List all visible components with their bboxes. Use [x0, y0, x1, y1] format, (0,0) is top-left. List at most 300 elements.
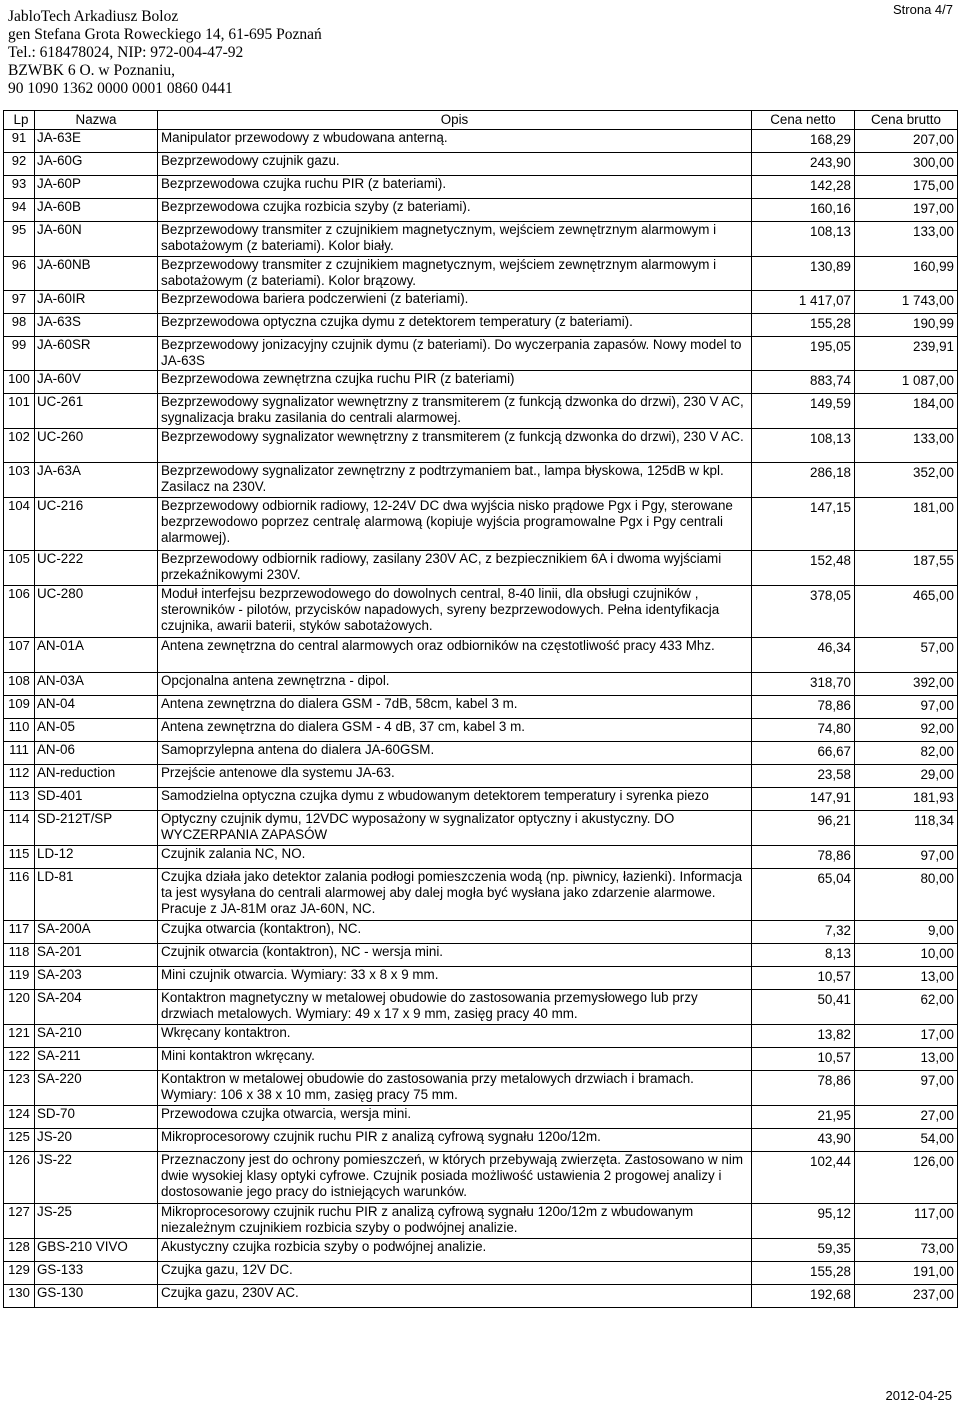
cell-gross-price	[855, 1152, 958, 1204]
cell-net-price	[752, 586, 855, 638]
cell-net-price-text: 95,12	[817, 1206, 851, 1221]
cell-net-price-text: 152,48	[810, 553, 851, 568]
cell-net-price-text: 883,74	[810, 373, 851, 388]
cell-lp	[4, 314, 35, 337]
cell-gross-price-text: 29,00	[920, 767, 954, 782]
cell-name-text: GS-130	[37, 1285, 84, 1300]
cell-lp-text: 128	[8, 1239, 30, 1254]
cell-description-text: Samoprzylepna antena do dialera JA-60GSM.	[161, 742, 435, 757]
cell-name	[35, 1285, 158, 1308]
cell-gross-price	[855, 967, 958, 990]
cell-gross-price-text: 207,00	[913, 132, 954, 147]
cell-name-text: JA-63E	[37, 130, 81, 145]
cell-description-text: Bezprzewodowa zewnętrzna czujka ruchu PIR (z bateriami)	[161, 371, 515, 386]
cell-gross-price-text: 300,00	[913, 155, 954, 170]
cell-gross-price	[855, 1285, 958, 1308]
cell-description-text: Bezprzewodowy odbiornik radiowy, zasilany 230V AC, z bezpiecznikiem 6A i dwoma wyjściami przekaźnikowymi 230V.	[161, 551, 722, 582]
cell-net-price	[752, 498, 855, 551]
cell-lp-text: 112	[8, 765, 30, 780]
cell-gross-price	[855, 199, 958, 222]
cell-name	[35, 463, 158, 498]
cell-name	[35, 846, 158, 869]
company-bank: BZWBK 6 O. w Poznaniu,	[8, 62, 176, 79]
table-row	[4, 176, 958, 199]
cell-name-text: JA-60B	[37, 199, 81, 214]
column-header-description: Opis	[158, 111, 752, 130]
cell-gross-price-text: 181,00	[913, 500, 954, 515]
table-row	[4, 638, 958, 673]
cell-lp-text: 100	[8, 371, 30, 386]
cell-name-text: GBS-210 VIVO	[37, 1239, 128, 1254]
table-row	[4, 199, 958, 222]
cell-net-price	[752, 967, 855, 990]
table-row	[4, 1152, 958, 1204]
table-row	[4, 944, 958, 967]
table-row	[4, 153, 958, 176]
cell-lp-text: 118	[8, 944, 30, 959]
cell-description-text: Czujka otwarcia (kontaktron), NC.	[161, 921, 362, 936]
cell-lp-text: 120	[8, 990, 30, 1005]
cell-net-price-text: 46,34	[817, 640, 851, 655]
cell-name-text: SA-204	[37, 990, 82, 1005]
cell-name	[35, 1262, 158, 1285]
cell-gross-price-text: 352,00	[913, 465, 954, 480]
cell-net-price	[752, 811, 855, 846]
cell-lp	[4, 944, 35, 967]
table-row	[4, 1239, 958, 1262]
cell-name	[35, 869, 158, 921]
cell-gross-price-text: 117,00	[914, 1206, 954, 1221]
cell-lp	[4, 394, 35, 429]
cell-description	[158, 638, 752, 673]
print-date: 2012-04-25	[885, 1388, 952, 1403]
table-row	[4, 337, 958, 371]
cell-gross-price	[855, 222, 958, 257]
cell-lp	[4, 788, 35, 811]
cell-description	[158, 944, 752, 967]
cell-net-price-text: 149,59	[810, 396, 851, 411]
cell-net-price-text: 168,29	[810, 132, 851, 147]
cell-net-price-text: 74,80	[817, 721, 851, 736]
cell-lp	[4, 1025, 35, 1048]
price-table	[3, 110, 958, 1308]
cell-description	[158, 394, 752, 429]
table-row	[4, 314, 958, 337]
cell-net-price-text: 142,28	[810, 178, 851, 193]
cell-lp	[4, 869, 35, 921]
table-row	[4, 1025, 958, 1048]
table-body	[4, 130, 958, 1308]
cell-description	[158, 371, 752, 394]
cell-name-text: LD-81	[37, 869, 74, 884]
cell-description	[158, 869, 752, 921]
cell-lp-text: 116	[8, 869, 30, 884]
cell-gross-price	[855, 291, 958, 314]
company-address: gen Stefana Grota Roweckiego 14, 61-695 Poznań	[8, 26, 322, 43]
cell-lp	[4, 638, 35, 673]
cell-gross-price-text: 187,55	[913, 553, 954, 568]
cell-gross-price-text: 54,00	[920, 1131, 954, 1146]
cell-lp	[4, 765, 35, 788]
cell-gross-price	[855, 153, 958, 176]
cell-lp-text: 127	[8, 1204, 30, 1219]
table-row	[4, 811, 958, 846]
cell-description-text: Bezprzewodowa bariera podczerwieni (z bateriami).	[161, 291, 469, 306]
cell-lp-text: 123	[8, 1071, 30, 1086]
cell-gross-price-text: 190,99	[913, 316, 954, 331]
cell-name-text: JA-60IR	[37, 291, 86, 306]
cell-lp	[4, 742, 35, 765]
cell-lp	[4, 1204, 35, 1239]
cell-description	[158, 176, 752, 199]
cell-net-price-text: 10,57	[817, 969, 851, 984]
cell-name	[35, 742, 158, 765]
cell-description-text: Mikroprocesorowy czujnik ruchu PIR z analizą cyfrową sygnału 120o/12m.	[161, 1129, 601, 1144]
cell-net-price	[752, 742, 855, 765]
cell-name	[35, 429, 158, 463]
cell-name-text: SD-70	[37, 1106, 75, 1121]
column-header-lp: Lp	[4, 111, 35, 130]
cell-net-price-text: 286,18	[810, 465, 851, 480]
cell-gross-price-text: 27,00	[920, 1108, 954, 1123]
column-header-name: Nazwa	[35, 111, 158, 130]
cell-name	[35, 314, 158, 337]
cell-net-price-text: 147,15	[810, 500, 851, 515]
cell-description-text: Bezprzewodowy czujnik gazu.	[161, 153, 340, 168]
cell-lp	[4, 1106, 35, 1129]
table-row	[4, 869, 958, 921]
cell-lp	[4, 1048, 35, 1071]
cell-net-price	[752, 1262, 855, 1285]
cell-name-text: SA-203	[37, 967, 82, 982]
cell-description-text: Wkręcany kontaktron.	[161, 1025, 291, 1040]
cell-description	[158, 463, 752, 498]
cell-gross-price-text: 118,34	[914, 813, 954, 828]
page-number: Strona 4/7	[893, 2, 953, 17]
cell-description-text: Przeznaczony jest do ochrony pomieszczeń, w których przebywają zwierzęta. Zastosowano w nim dwie wysokiej klasy optyki cyfrowe. Czujnik posiada możliwość ustawienia 2 progowej analizy i dostosowanie jego pracy do istniejących warunków.	[161, 1152, 743, 1199]
cell-name-text: SA-200A	[37, 921, 91, 936]
cell-net-price	[752, 1106, 855, 1129]
cell-net-price	[752, 153, 855, 176]
cell-name	[35, 1071, 158, 1106]
cell-lp-text: 99	[11, 337, 27, 352]
cell-description	[158, 1152, 752, 1204]
cell-description-text: Kontaktron magnetyczny w metalowej obudowie do zastosowania przemysłowego lub przy drzwiach metalowych. Wymiary: 49 x 17 x 9 mm, zasięg pracy 40 mm.	[161, 990, 698, 1021]
cell-net-price	[752, 1285, 855, 1308]
cell-description	[158, 337, 752, 371]
cell-description-text: Bezprzewodowy transmiter z czujnikiem magnetycznym, wejściem zewnętrznym alarmowym i sabotażowym (z bateriami). Kolor biały.	[161, 222, 717, 253]
cell-name	[35, 586, 158, 638]
cell-name-text: AN-06	[37, 742, 75, 757]
cell-description	[158, 1048, 752, 1071]
cell-net-price-text: 318,70	[810, 675, 851, 690]
cell-net-price-text: 65,04	[817, 871, 851, 886]
cell-name-text: UC-260	[37, 429, 84, 444]
cell-name	[35, 394, 158, 429]
cell-name-text: JA-60N	[37, 222, 82, 237]
cell-name-text: SA-211	[37, 1048, 81, 1063]
cell-description-text: Mikroprocesorowy czujnik ruchu PIR z analizą cyfrową sygnału 120o/12m z wbudowanym niezależnym czujnikiem rozbicia szyby o podwójnej analizie.	[161, 1204, 694, 1235]
cell-gross-price-text: 191,00	[913, 1264, 954, 1279]
table-row	[4, 788, 958, 811]
cell-gross-price	[855, 1262, 958, 1285]
table-row	[4, 1129, 958, 1152]
cell-lp	[4, 371, 35, 394]
cell-description-text: Czujnik zalania NC, NO.	[161, 846, 306, 861]
cell-gross-price-text: 133,00	[913, 431, 954, 446]
cell-name-text: LD-12	[37, 846, 74, 861]
cell-name-text: JS-22	[37, 1152, 72, 1167]
table-row	[4, 1204, 958, 1239]
cell-lp-text: 126	[8, 1152, 30, 1167]
cell-lp	[4, 429, 35, 463]
column-header-net-price: Cena netto	[752, 111, 855, 130]
cell-description-text: Bezprzewodowy transmiter z czujnikiem magnetycznym, wejściem zewnętrznym alarmowym i sabotażowym (z bateriami). Kolor brązowy.	[161, 257, 717, 288]
cell-description	[158, 1239, 752, 1262]
cell-description	[158, 429, 752, 463]
cell-name-text: AN-01A	[37, 638, 84, 653]
cell-gross-price-text: 97,00	[920, 698, 954, 713]
cell-lp	[4, 130, 35, 153]
cell-net-price-text: 102,44	[810, 1154, 851, 1169]
cell-name	[35, 788, 158, 811]
cell-net-price-text: 10,57	[817, 1050, 851, 1065]
cell-net-price-text: 50,41	[817, 992, 851, 1007]
cell-gross-price	[855, 1106, 958, 1129]
cell-gross-price-text: 1 743,00	[901, 293, 954, 308]
cell-gross-price-text: 57,00	[920, 640, 954, 655]
cell-description	[158, 1025, 752, 1048]
cell-name	[35, 638, 158, 673]
cell-name-text: SA-201	[37, 944, 82, 959]
cell-gross-price-text: 181,93	[913, 790, 954, 805]
cell-net-price	[752, 1129, 855, 1152]
table-row	[4, 967, 958, 990]
cell-gross-price	[855, 257, 958, 291]
table-row	[4, 765, 958, 788]
table-row	[4, 371, 958, 394]
cell-gross-price	[855, 788, 958, 811]
cell-lp	[4, 291, 35, 314]
table-row	[4, 1048, 958, 1071]
cell-description-text: Czujka gazu, 230V AC.	[161, 1285, 299, 1300]
cell-lp	[4, 222, 35, 257]
cell-net-price-text: 1 417,07	[798, 293, 851, 308]
cell-name	[35, 257, 158, 291]
cell-lp-text: 102	[8, 429, 30, 444]
company-header	[8, 8, 322, 98]
cell-name	[35, 1048, 158, 1071]
cell-description	[158, 314, 752, 337]
cell-gross-price-text: 160,99	[913, 259, 954, 274]
cell-lp	[4, 498, 35, 551]
cell-net-price	[752, 291, 855, 314]
cell-net-price	[752, 696, 855, 719]
cell-net-price	[752, 551, 855, 586]
cell-name	[35, 130, 158, 153]
cell-name	[35, 153, 158, 176]
cell-net-price-text: 78,86	[817, 698, 851, 713]
table-row	[4, 222, 958, 257]
cell-name	[35, 811, 158, 846]
table-row	[4, 673, 958, 696]
cell-description	[158, 990, 752, 1025]
cell-net-price	[752, 719, 855, 742]
company-name: JabloTech Arkadiusz Boloz	[8, 8, 179, 25]
cell-description-text: Mini czujnik otwarcia. Wymiary: 33 x 8 x 9 mm.	[161, 967, 439, 982]
cell-lp	[4, 1285, 35, 1308]
cell-lp	[4, 1239, 35, 1262]
cell-net-price	[752, 337, 855, 371]
cell-name	[35, 765, 158, 788]
cell-lp	[4, 673, 35, 696]
cell-net-price	[752, 199, 855, 222]
cell-name	[35, 222, 158, 257]
cell-description-text: Bezprzewodowy odbiornik radiowy, 12-24V DC dwa wyjścia nisko prądowe Pgx i Pgy, sterowane bezprzewodowo poprzez centralę alarmową (kopiuje wyjścia programowalne Pgx i Pgy centrali alarmowej).	[161, 498, 733, 545]
cell-gross-price	[855, 1204, 958, 1239]
cell-net-price-text: 43,90	[817, 1131, 851, 1146]
cell-gross-price-text: 465,00	[913, 588, 954, 603]
cell-description	[158, 1106, 752, 1129]
table-row	[4, 394, 958, 429]
cell-net-price	[752, 371, 855, 394]
cell-gross-price	[855, 1025, 958, 1048]
cell-gross-price	[855, 765, 958, 788]
company-account: 90 1090 1362 0000 0001 0860 0441	[8, 80, 233, 97]
cell-name	[35, 696, 158, 719]
cell-net-price	[752, 1204, 855, 1239]
cell-lp-text: 110	[8, 719, 30, 734]
cell-gross-price-text: 126,00	[913, 1154, 954, 1169]
cell-lp-text: 113	[8, 788, 30, 803]
cell-name-text: JS-20	[37, 1129, 72, 1144]
cell-net-price	[752, 638, 855, 673]
cell-description	[158, 788, 752, 811]
cell-lp	[4, 1129, 35, 1152]
cell-net-price	[752, 130, 855, 153]
cell-gross-price	[855, 673, 958, 696]
cell-net-price	[752, 869, 855, 921]
cell-net-price-text: 130,89	[810, 259, 851, 274]
cell-lp	[4, 846, 35, 869]
cell-description	[158, 153, 752, 176]
cell-name	[35, 944, 158, 967]
cell-net-price	[752, 990, 855, 1025]
cell-description-text: Manipulator przewodowy z wbudowana anterną.	[161, 130, 448, 145]
cell-gross-price	[855, 394, 958, 429]
cell-gross-price-text: 175,00	[913, 178, 954, 193]
cell-net-price	[752, 394, 855, 429]
cell-gross-price	[855, 990, 958, 1025]
cell-description-text: Mini kontaktron wkręcany.	[161, 1048, 315, 1063]
cell-description-text: Antena zewnętrzna do dialera GSM - 4 dB, 37 cm, kabel 3 m.	[161, 719, 525, 734]
cell-description	[158, 586, 752, 638]
cell-description	[158, 130, 752, 153]
cell-lp	[4, 153, 35, 176]
cell-net-price-text: 66,67	[817, 744, 851, 759]
cell-name	[35, 967, 158, 990]
cell-net-price-text: 13,82	[817, 1027, 851, 1042]
cell-description-text: Czujka działa jako detektor zalania podłogi pomieszczenia wodą (np. piwnicy, łazienki). Informacja ta jest wysyłana do centrali alarmowej aby dalej mogła być wysłana jako zdarzenie alarmowe. Pracuje z JA-81M oraz JA-60N, NC.	[161, 869, 743, 916]
cell-gross-price-text: 82,00	[920, 744, 954, 759]
cell-description-text: Antena zewnętrzna do dialera GSM - 7dB, 58cm, kabel 3 m.	[161, 696, 518, 711]
cell-name	[35, 1025, 158, 1048]
cell-gross-price	[855, 719, 958, 742]
cell-net-price-text: 23,58	[817, 767, 851, 782]
cell-gross-price	[855, 921, 958, 944]
table-row	[4, 742, 958, 765]
table-row	[4, 429, 958, 463]
cell-gross-price-text: 97,00	[920, 1073, 954, 1088]
cell-name	[35, 498, 158, 551]
cell-lp-text: 91	[11, 130, 27, 145]
cell-name	[35, 1239, 158, 1262]
cell-description	[158, 291, 752, 314]
cell-description	[158, 257, 752, 291]
cell-gross-price	[855, 498, 958, 551]
cell-name-text: JA-63A	[37, 463, 81, 478]
cell-lp	[4, 811, 35, 846]
cell-description	[158, 673, 752, 696]
cell-gross-price	[855, 130, 958, 153]
cell-gross-price-text: 17,00	[920, 1027, 954, 1042]
cell-net-price	[752, 222, 855, 257]
cell-gross-price	[855, 1071, 958, 1106]
cell-name	[35, 199, 158, 222]
cell-net-price-text: 195,05	[810, 339, 851, 354]
cell-gross-price-text: 13,00	[920, 1050, 954, 1065]
cell-description-text: Przejście antenowe dla systemu JA-63.	[161, 765, 395, 780]
cell-name	[35, 291, 158, 314]
table-row	[4, 463, 958, 498]
cell-name-text: AN-reduction	[37, 765, 116, 780]
cell-description-text: Samodzielna optyczna czujka dymu z wbudowanym detektorem temperatury i syrenka piezo	[161, 788, 709, 803]
cell-gross-price	[855, 811, 958, 846]
cell-gross-price	[855, 638, 958, 673]
cell-gross-price-text: 97,00	[920, 848, 954, 863]
cell-gross-price-text: 239,91	[913, 339, 954, 354]
cell-gross-price	[855, 337, 958, 371]
cell-lp-text: 108	[8, 673, 30, 688]
cell-net-price-text: 59,35	[817, 1241, 851, 1256]
cell-gross-price-text: 13,00	[920, 969, 954, 984]
cell-lp-text: 96	[11, 257, 27, 272]
cell-description-text: Antena zewnętrzna do central alarmowych oraz odbiorników na częstotliwość pracy 433 Mhz.	[161, 638, 715, 653]
cell-name	[35, 1152, 158, 1204]
cell-gross-price-text: 10,00	[920, 946, 954, 961]
cell-description	[158, 1262, 752, 1285]
cell-gross-price	[855, 176, 958, 199]
cell-gross-price-text: 237,00	[913, 1287, 954, 1302]
cell-net-price	[752, 944, 855, 967]
cell-gross-price	[855, 944, 958, 967]
cell-description-text: Bezprzewodowy sygnalizator wewnętrzny z transmiterem (z funkcją dzwonka do drzwi), 230 V AC, sygnalizacja braku zasilania do centrali alarmowej.	[161, 394, 744, 425]
cell-gross-price	[855, 742, 958, 765]
cell-lp-text: 111	[9, 742, 29, 757]
cell-gross-price-text: 392,00	[913, 675, 954, 690]
cell-net-price	[752, 765, 855, 788]
cell-name	[35, 719, 158, 742]
cell-gross-price-text: 133,00	[913, 224, 954, 239]
cell-net-price-text: 78,86	[817, 1073, 851, 1088]
cell-name-text: SD-401	[37, 788, 83, 803]
cell-description	[158, 1285, 752, 1308]
cell-name-text: JA-60V	[37, 371, 81, 386]
cell-description-text: Moduł interfejsu bezprzewodowego do dowolnych central, 8-40 linii, dla obsługi czujników , sterowników - pilotów, przycisków napadowych, syreny bezprzewodowych. Pełna identyfikacja czujnika, awarii baterii, styków sabotażowych.	[161, 586, 720, 633]
cell-net-price-text: 155,28	[810, 1264, 851, 1279]
cell-net-price	[752, 1025, 855, 1048]
cell-lp	[4, 921, 35, 944]
